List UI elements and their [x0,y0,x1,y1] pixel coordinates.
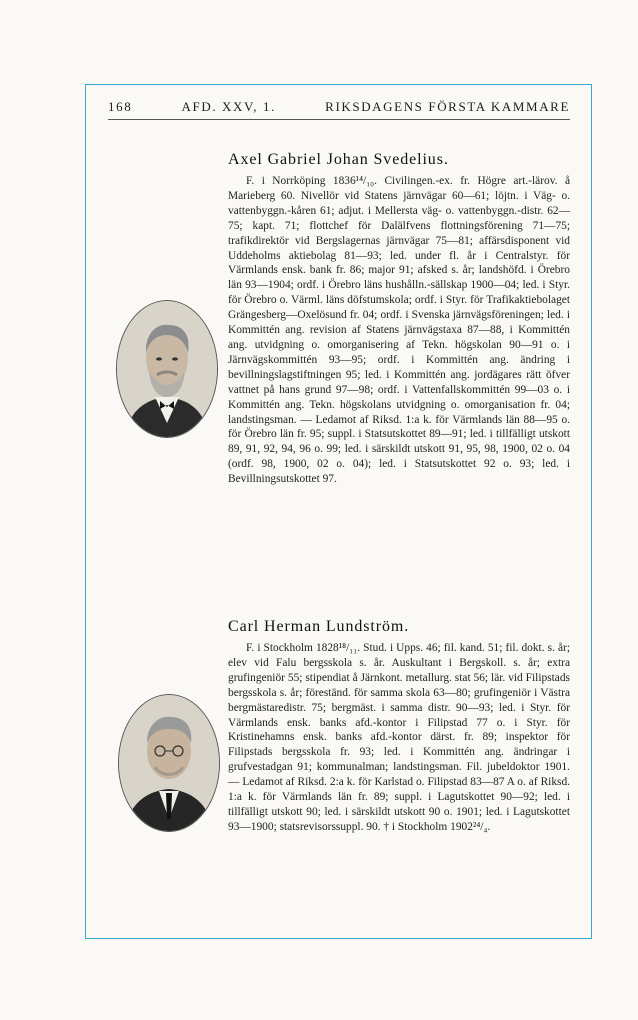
page-number: 168 [108,99,133,114]
header-rule [108,119,570,120]
entry-text-svedelius [228,174,570,487]
portrait-photo-bearded-man [116,300,218,438]
entry-name-lundstrom: Carl Herman Lundström. [228,618,410,635]
biography-paragraph: F. i Stockholm 1828¹⁸/₁₁. Stud. i Upps. 46; fil. kand. 51; fil. dokt. s. år; elev vid Falu bergsskola s. år. Auskultant i Bergskoll. s. år; extra grufingeniör 55; stipendiat å Järnkont. metallurg. stat 56; lär. vid Filipstads bergsskola s. år; föreständ. för samma skola 63—80; grufingeniör i Västra bergmästaredistr. 75; bergmäst. i samma distr. 90—93; led. i Styr. för Värmlands ensk. banks afd.-kontor i Filipstad 77 o. i Styr. för Kristinehamns ensk. banks afd.-kontor därst. fr. 89; inspektor för Filipstads bergsskola fr. 93; led. i Kommittén ang. ändringar i grufvestadgan 91; kommunalman; landstingsman. Fil. jubeldoktor 1901. — Ledamot af Riksd. 2:a k. för Karlstad o. Filipstad 83—87 A o. af Riksd. 1:a k. för Värmlands län fr. 89; suppl. i Lagutskottet 90—92; led. i tillfälligt utskott 90; led. i särskildt utskott 90 o. 1901; led. i Lagutskottet 93—1900; statsrevisorssuppl. 90. † i Stockholm 1902²⁴/₄. [228,642,570,833]
running-header [108,99,570,115]
biography-paragraph: F. i Norrköping 1836¹⁴/₁₀. Civilingen.-ex. fr. Högre art.-lärov. å Marieberg 60. Nivellör vid Statens järnvägar 60—61; löjtn. i Väg- o. vattenbyggn.-kåren 61; adjut. i Mellersta väg- o. vattenbyggn.-distr. 62—75; kapt. 71; flottchef för Dalälfvens flottningsförening 71—75; trafikdirektör vid Bergslagernas järnvägar 75—81; affärsdisponent vid Uddeholms aktiebolag 81—93; led. under fl. år i Centralstyr. för Värmlands ensk. bank fr. 86; major 91; afsked s. år; landshöfd. i Örebro län 93—1904; ordf. i Örebro läns hushålln.-sällskap 1900—04; led. i Styr. för Örebro o. Värml. läns döfstumskola; ordf. i Styr. för Trafikaktiebolaget Grängesberg—Oxelösund fr. 04; ordf. i Svenska järnvägsföreningen; led. i Kommittén ang. revision af Statens järnvägstaxa 87—88, i Kommittén ang. utvidgning o. omorganisering af Tekn. högskolan 90—91 o. i Järnvägskommittén 93—95; ordf. i Kommittén ang. ändring i bevillningslagstiftningen 95; led. i Kommittén ang. jordägares rätt öfver vattnet på hans grund 97—98; ordf. i Vattenfallskommittén 99—03 o. i Kommittén ang. Tekn. högskolans utvidgning o. omorganisation fr. 04; landstingsman. — Ledamot af Riksd. 1:a k. för Värmlands län 88—95 o. för Örebro län fr. 95; suppl. i Statsutskottet 89—91; led. i tillfälligt utskott 89, 91, 92, 94, 96 o. 99; led. i särskildt utskott 91, 95, 98, 1900, 02 o. 04 (ordf. 98, 1900, 02 o. 04); led. i Statsutskottet 92 o. 93; led. i Bevillningsutskottet 97. [228,175,570,486]
section-label: AFD. XXV, 1. [181,99,276,114]
entry-name-svedelius: Axel Gabriel Johan Svedelius. [228,151,449,168]
running-title: RIKSDAGENS FÖRSTA KAMMARE [325,99,570,114]
portrait-photo-man-with-glasses [118,694,220,832]
portrait-svedelius-drawing [117,301,217,437]
portrait-lundstrom-drawing [119,695,219,831]
entry-text-lundstrom [228,641,570,835]
